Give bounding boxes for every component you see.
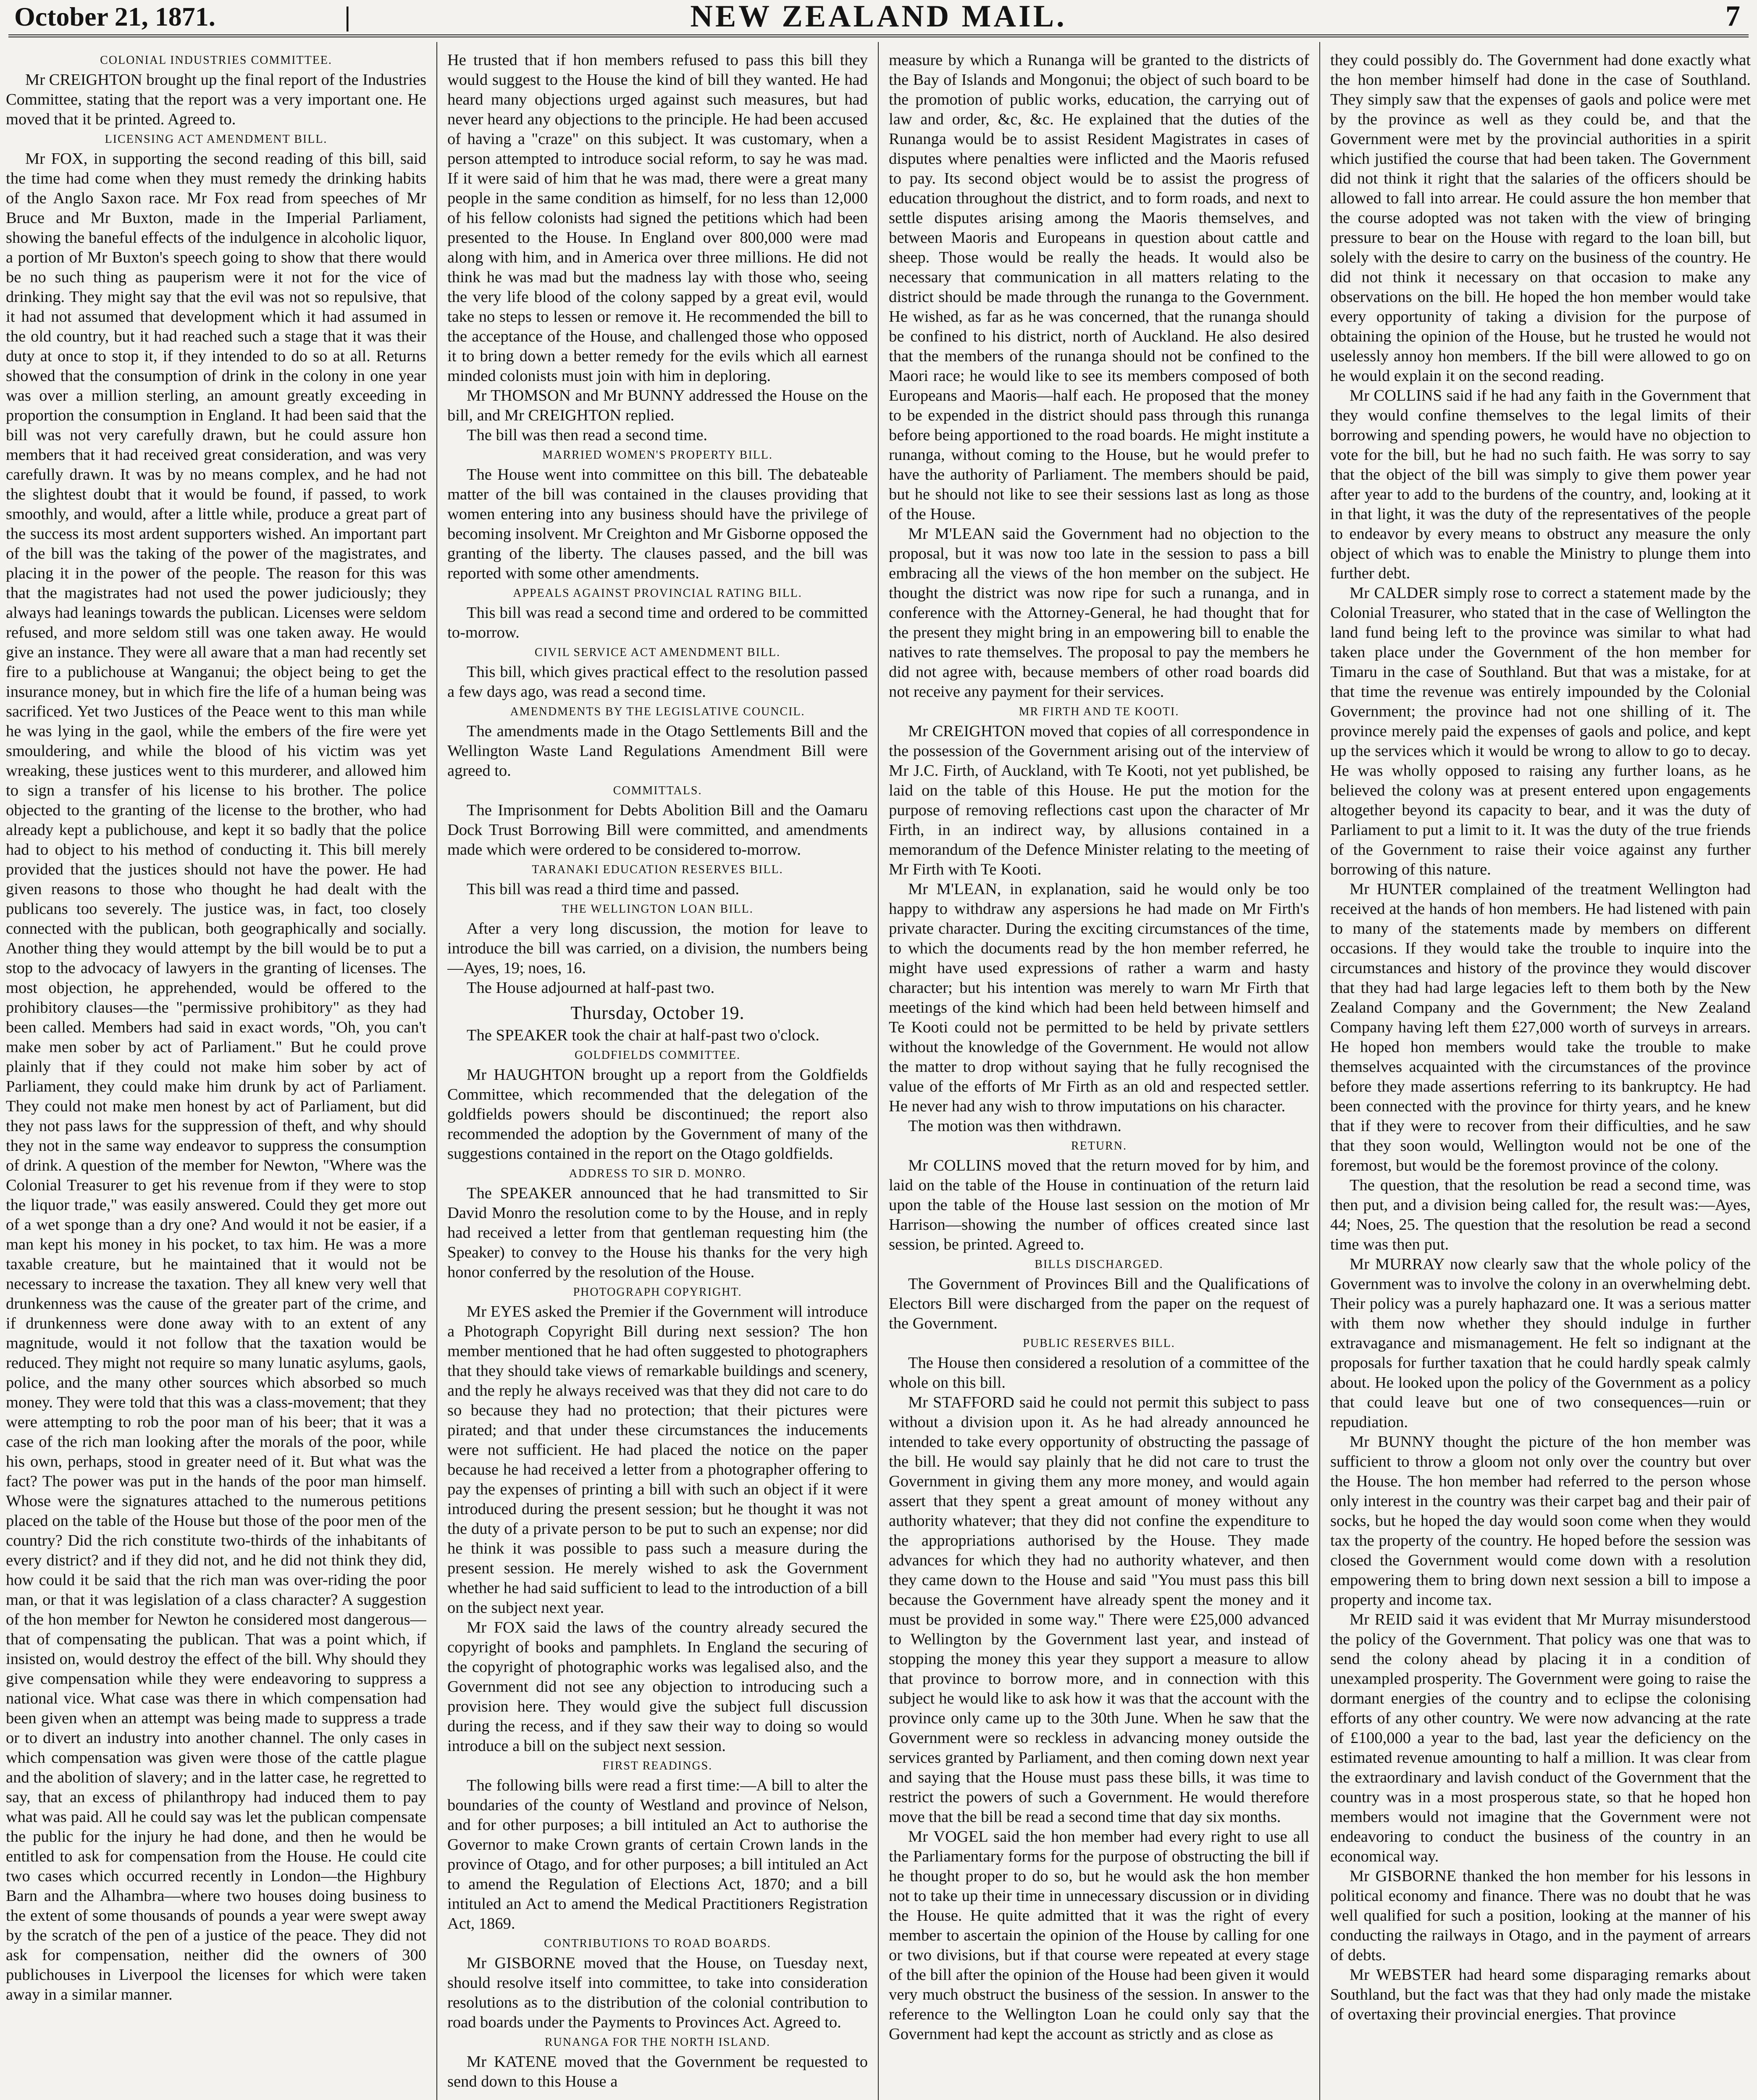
article-paragraph: Mr KATENE moved that the Government be requested to send down to this House a [447, 2053, 868, 2090]
article-paragraph: Mr VOGEL said the hon member had every right to use all the Parliamentary forms for the purpose of obstructing the bill if he thought proper to do so, but he would ask the hon member not to take up their time in unnecessary discussion or in dividing the House. He quite admitted that it was the right of every member to ascertain the opinion of the House by calling for one or two divisions, but if that course were repeated at every stage of the bill after the opinion of the House had been given it would very much obstruct the business of the session. In answer to the reference to the Wellington Loan he could only say that the Government had kept the account as strictly and as close as [889, 1828, 1309, 2043]
article-paragraph: Mr CREIGHTON brought up the final report of the Industries Committee, stating that the report was a very important one. He moved that it be printed. Agreed to. [6, 71, 426, 128]
article-paragraph: The House went into committee on this bill. The debateable matter of the bill was contained in the clauses providing that women entering into any business should have the privilege of becoming insolvent. Mr Creighton and Mr Gisborne opposed the granting of the liberty. The clauses passed, and the bill was reported with some other amendments. [447, 466, 868, 582]
article-paragraph: This bill was read a third time and passed. [467, 880, 739, 898]
section-heading: PUBLIC RESERVES BILL. [1023, 1337, 1175, 1350]
section-heading: CIVIL SERVICE ACT AMENDMENT BILL. [534, 646, 781, 659]
article-paragraph: The SPEAKER announced that he had transmitted to Sir David Monro the resolution come to by the House, and in reply had received a letter from that gentleman requesting him (the Speaker) to convey to the House his thanks for the very high honor conferred by the resolution of the House. [447, 1184, 868, 1281]
article-paragraph: Mr COLLINS moved that the return moved for by him, and laid on the table of the House in continuation of the return laid upon the table of the House last session on the motion of Mr Harrison—showing the number of offices created since last session, be printed. Agreed to. [889, 1157, 1309, 1253]
article-paragraph: Mr STAFFORD said he could not permit this subject to pass without a division upon it. As he had already announced he intended to take every opportunity of obstructing the passage of the bill. He would say plainly that he did not care to trust the Government in giving them any more money, and would again assert that they spent a great amount of money without any authority whatever; that they did not confine the expenditure to the appropriations authorised by the House. They made advances for which they had no authority whatever, and then they came down to the House and said "You must pass this bill because the Government have already spent the money and it must be provided in some way." There were £25,000 advanced to Wellington by the Government last year, and instead of stopping the money this year they support a measure to allow that province to borrow more, and in connection with this subject he would like to ask how it was that the account with the province only came up to the 30th June. When he saw that the Government were so reckless in advancing money outside the services granted by Parliament, and then coming down next year and saying that the House must pass these bills, it was time to restrict the powers of such a Government. He would therefore move that the bill be read a second time that day six months. [889, 1394, 1309, 1826]
article-paragraph: This bill, which gives practical effect to the resolution passed a few days ago, was read a second time. [447, 663, 868, 701]
article-paragraph: Mr FOX, in supporting the second reading of this bill, said the time had come when they must remedy the drinking habits of the Anglo Saxon race. Mr Fox read from speeches of Mr Bruce and Mr Buxton, made in the Imperial Parliament, showing the baneful effects of the indulgence in alcoholic liquor, a portion of Mr Buxton's speech going to show that there would be no such thing as pauperism were it not for the vice of drinking. They might say that the evil was not so repulsive, that it had not assumed that development which it had assumed in the old country, but it had reached such a stage that it was their duty at once to stop it, if they intended to do so at all. Returns showed that the consumption of drink in the colony in one year was over a million sterling, an amount greatly exceeding in proportion the consumption in England. It had been said that the bill was not very carefully drawn, but he could assure hon members that it had received great consideration, and was very carefully drawn. It was by no means complex, and he had not the slightest doubt that it would be found, if passed, to work smoothly, and would, after a little while, produce a great part of the success its most ardent supporters wished. An important part of the bill was the taking of the power of the magistrates, and placing it in the power of the people. The reason for this was that the magistrates had not used the power judiciously; they always had leanings towards the publican. Licenses were seldom refused, and more seldom still was one taken away. He would give an instance. They were all aware that a man had recently set fire to a publichouse at Wanganui; the object being to get the insurance money, but in which fire the life of a human being was sacrificed. Yet two Justices of the Peace went to this man while he was lying in the gaol, while the embers of the fire were yet smouldering, and while the blood of his victim was yet wreaking, these justices went to this murderer, and allowed him to sign a transfer of his license to his brother. The police objected to the granting of the license to the brother, who had already kept a publichouse, and kept it so badly that the police had to object to his method of conducting it. This bill merely provided that the justices should not have the power. He had given reasons to those who thought he had dealt with the publicans too severely. The justice was, in fact, too closely connected with the publican, both geographically and socially. Another thing they would attempt by the bill would be to put a stop to the advocacy of lawyers in the granting of licenses. The most objection, he apprehended, would be offered to the prohibitory clauses—the "permissive prohibitory" as they had been called. Members had said in exact words, "Oh, you can't make men sober by act of Parliament." But he could prove plainly that if they could not make him sober by act of Parliament, they could make him drunk by act of Parliament. They could not make men honest by act of Parliament, but did they not pass laws for the suppression of theft, and why should they not in the same way endeavor to suppress the consumption of drink. A question of the member for Newton, "Where was the Colonial Treasurer to get his revenue from if they were to stop the liquor trade," was easily answered. Could they get more out of a wet sponge than a dry one? And would it not be easier, if a man kept his money in his pocket, to tax him. He was a more taxable creature, but he maintained that it would not be necessary to increase the taxation. They all knew very well that drunkenness was the cause of the greater part of the crime, and if drunkenness were done away with to an extent of any magnitude, would it not follow that the taxation would be reduced. They might not require so many lunatic asylums, gaols, police, and the many other sources which absorbed so much money. They were told that this was a class-movement; that they were attempting to rob the poor man of his beer; that it was a case of the rich man looking after the morals of the poor, while his own, perhaps, stood in greater need of it. But what was the fact? The power was put in the hands of the poor man himself. Whose were the signatures attached to the numerous petitions placed on the table of the House but those of the poor men of the country? Did the rich constitute two-thirds of the inhabitants of every district? and if they did not, and he did not think they did, how could it be said that the rich man was over-riding the poor man, or that it was legislation of a class character? A suggestion of the hon member for Newton he considered most dangerous—that of compensating the publican. That was a point which, if insisted on, would destroy the effect of the bill. Why should they give compensation while they were endeavoring to suppress a national vice. What case was there in which compensation had been given when an attempt was being made to suppress a trade or to divert an industry into another channel. The only cases in which compensation was given were those of the cattle plague and the abolition of slavery; and in the latter case, he regretted to say, that an excess of philanthropy had induced them to pay what was paid. All he could say was let the publican compensate the public for the injury he had done, and then he would be entitled to ask for compensation from the House. He could cite two cases which occurred recently in London—the Highbury Barn and the Alhambra—where two houses doing business to the extent of some thousands of pounds a year were swept away by the scratch of the pen of a justice of the peace. They did not ask for compensation, neither did the owners of 300 publichouses in Liverpool the licenses for which were taken away in a similar manner. [6, 150, 426, 2003]
article-paragraph: Mr M'LEAN, in explanation, said he would only be too happy to withdraw any aspersions he had made on Mr Firth's private character. During the exciting circumstances of the time, to which the documents read by the hon member referred, he might have used expressions of rather a warm and hasty character; but his intention was merely to warn Mr Firth that meetings of the kind which had been held between himself and Te Kooti could not be permitted to be held by private settlers without the knowledge of the Government. He would not allow the matter to drop without saying that he fully recognised the value of the efforts of Mr Firth as an old and respected settler. He never had any wish to throw imputations on his character. [889, 880, 1309, 1115]
article-paragraph: Mr BUNNY thought the picture of the hon member was sufficient to throw a gloom not only over the country but over the House. The hon member had referred to the person whose only interest in the country was their carpet bag and their pair of socks, but he hoped the day would soon come when they would tax the property of the country. He hoped before the session was closed the Government would come down with a resolution empowering them to bring down next session a bill to impose a property and income tax. [1330, 1433, 1751, 1609]
section-heading: LICENSING ACT AMENDMENT BILL. [105, 133, 328, 146]
columns [6, 50, 1751, 2100]
section-heading: BILLS DISCHARGED. [1035, 1258, 1163, 1271]
section-heading: MARRIED WOMEN'S PROPERTY BILL. [542, 449, 773, 462]
article-paragraph: they could possibly do. The Government had done exactly what the hon member himself had done in the case of Southland. They simply saw that the expenses of gaols and police were met by the province as well as they could be, and that the Government were met by the provincial authorities in a spirit which justified the course that had been taken. The Government did not think it right that the salaries of the officers should be allowed to fall into arrear. He could assure the hon member that the course adopted was not taken with the view of bringing pressure to bear on the House with regard to the loan bill, but solely with the desire to carry on the business of the country. He did not think it necessary on that occasion to make any observations on the bill. He hoped the hon member would take every opportunity of taking a division for the purpose of obtaining the opinion of the House, but he trusted he would not uselessly annoy hon members. If the bill were allowed to go on he would explain it on the second reading. [1330, 51, 1751, 385]
article-paragraph: The SPEAKER took the chair at half-past two o'clock. [467, 1026, 819, 1044]
article-paragraph: The House then considered a resolution of a committee of the whole on this bill. [889, 1354, 1309, 1391]
day-heading: Thursday, October 19. [570, 1003, 745, 1023]
column-3 [889, 50, 1309, 2100]
section-heading: RUNANGA FOR THE NORTH ISLAND. [544, 2036, 771, 2049]
article-paragraph: Mr CREIGHTON moved that copies of all correspondence in the possession of the Government arising out of the interview of Mr J.C. Firth, of Auckland, with Te Kooti, not yet published, be laid on the table of this House. He put the motion for the purpose of removing reflections cast upon the character of Mr Firth, in an indirect way, by allusions contained in a memorandum of the Defence Minister relating to the meeting of Mr Firth with Te Kooti. [889, 722, 1309, 878]
section-heading: PHOTOGRAPH COPYRIGHT. [573, 1286, 742, 1299]
masthead-separator: | [344, 1, 351, 32]
article-paragraph: Mr GISBORNE thanked the hon member for his lessons in political economy and finance. There was no doubt that he was well qualified for such a position, looking at the manner of his conducting the railways in Otago, and in the payment of arrears of debts. [1330, 1867, 1751, 1964]
section-heading: TARANAKI EDUCATION RESERVES BILL. [532, 863, 783, 876]
section-heading: AMENDMENTS BY THE LEGISLATIVE COUNCIL. [510, 705, 805, 718]
masthead [8, 0, 1749, 37]
article-paragraph: The Imprisonment for Debts Abolition Bill and the Oamaru Dock Trust Borrowing Bill were committed, and amendments made which were ordered to be considered to-morrow. [447, 801, 868, 858]
article-paragraph: Mr HUNTER complained of the treatment Wellington had received at the hands of hon members. He had listened with pain to many of the statements made by members on different occasions. If they would take the trouble to inquire into the circumstances and history of the province they would discover that they had had large legacies left to them both by the New Zealand Company and the Government; the New Zealand Company having left them £27,000 worth of surveys in arrears. He hoped hon members would take the trouble to make themselves acquainted with the circumstances of the province before they made assertions referring to its bankruptcy. He had been connected with the province for thirty years, and he knew that if they were to recover from their difficulties, and he saw that they soon would, Wellington would not be one of the foremost, but would be the foremost province of the colony. [1330, 880, 1751, 1174]
section-heading: RETURN. [1071, 1139, 1127, 1152]
article-paragraph: The question, that the resolution be read a second time, was then put, and a division being called for, the result was:—Ayes, 44; Noes, 25. The question that the resolution be read a second time was then put. [1330, 1176, 1751, 1253]
section-heading: APPEALS AGAINST PROVINCIAL RATING BILL. [513, 587, 802, 600]
section-heading: GOLDFIELDS COMMITTEE. [574, 1049, 741, 1062]
section-heading: CONTRIBUTIONS TO ROAD BOARDS. [544, 1937, 771, 1950]
article-paragraph: The following bills were read a first time:—A bill to alter the boundaries of the county of Westland and province of Nelson, and for other purposes; a bill intituled an Act to authorise the Governor to make Crown grants of certain Crown lands in the province of Otago, and for other purposes; a bill intituled an Act to amend the Regulation of Elections Act, 1870; and a bill intituled an Act to amend the Medical Practitioners Registration Act, 1869. [447, 1777, 868, 1932]
section-heading: ADDRESS TO SIR D. MONRO. [569, 1167, 746, 1180]
section-heading: MR FIRTH AND TE KOOTI. [1019, 705, 1179, 718]
article-paragraph: This bill was read a second time and ordered to be committed to-morrow. [447, 604, 868, 641]
column-2 [447, 50, 868, 2100]
newspaper-title: NEW ZEALAND MAIL. [690, 0, 1067, 34]
article-paragraph: measure by which a Runanga will be granted to the districts of the Bay of Islands and Mongonui; the object of such board to be the promotion of public works, education, the carrying out of law and order, &c, &c. He explained that the duties of the Runanga would be to assist Resident Magistrates in cases of disputes where penalties were inflicted and the Maoris refused to pay. Its second object would be to assist the progress of education throughout the district, and to form roads, and next to settle disputes arising among the Maoris themselves, and between Maoris and Europeans in question about cattle and sheep. Those would be really the heads. It would also be necessary that communication in all matters relating to the district should be made through the runanga to the Government. He wished, as far as he was concerned, that the runanga should be confined to his district, north of Auckland. He also desired that the members of the runanga should not be confined to the Maori race; he would like to see its members composed of both Europeans and Maoris—half each. He proposed that the money to be expended in the district should pass through this runanga before being apportioned to the road boards. He might institute a runanga, without coming to the House, but he would prefer to have the authority of Parliament. The members should be paid, but he should not like to see their sessions last as long as those of the House. [889, 51, 1309, 523]
section-heading: THE WELLINGTON LOAN BILL. [562, 903, 754, 916]
column-1 [6, 50, 426, 2100]
article-paragraph: Mr HAUGHTON brought up a report from the Goldfields Committee, which recommended that the delegation of the goldfields powers should be discontinued; the report also recommended the adoption by the Government of many of the suggestions contained in the report on the Otago goldfields. [447, 1066, 868, 1163]
article-paragraph: After a very long discussion, the motion for leave to introduce the bill was carried, on a division, the numbers being—Ayes, 19; noes, 16. [447, 920, 868, 977]
article-paragraph: The motion was then withdrawn. [908, 1117, 1121, 1135]
article-paragraph: The Government of Provinces Bill and the Qualifications of Electors Bill were discharged from the paper on the request of the Government. [889, 1275, 1309, 1332]
section-heading: COMMITTALS. [613, 784, 702, 797]
article-paragraph: The amendments made in the Otago Settlements Bill and the Wellington Waste Land Regulations Amendment Bill were agreed to. [447, 722, 868, 780]
section-heading: FIRST READINGS. [602, 1759, 713, 1772]
article-paragraph: Mr GISBORNE moved that the House, on Tuesday next, should resolve itself into committee, to take into consideration resolutions as to the distribution of the colonial contribution to road boards under the Payments to Provinces Act. Agreed to. [447, 1954, 868, 2031]
article-paragraph: He trusted that if hon members refused to pass this bill they would suggest to the House the kind of bill they wanted. He had heard many objections urged against such measures, but had never heard any objections to the principle. He had been accused of having a "craze" on this subject. It was customary, when a person attempted to introduce social reform, to say he was mad. If it were said of him that he was mad, there were a great many people in the same condition as himself, for no less than 12,000 of his fellow colonists had signed the petitions which had been presented to the House. In England over 800,000 were mad along with him, and in America over three millions. He did not think he was mad but the madness lay with those who, seeing the very life blood of the colony sapped by a great evil, would take no steps to lessen or remove it. He recommended the bill to the acceptance of the House, and challenged those who opposed it to bring down a better remedy for the evils which all earnest minded colonists must join with him in deploring. [447, 51, 868, 385]
section-heading: COLONIAL INDUSTRIES COMMITTEE. [100, 54, 332, 67]
column-4 [1330, 50, 1751, 2100]
article-paragraph: Mr M'LEAN said the Government had no objection to the proposal, but it was now too late in the session to pass a bill embracing all the views of the hon member on the subject. He thought the district was now ripe for such a runanga, and in conference with the Attorney-General, he had thought that for the present they might bring in an empowering bill to enable the natives to rate themselves. The proposal to pay the members he did not agree with, because members of other road boards did not receive any payment for their services. [889, 525, 1309, 701]
article-paragraph: Mr THOMSON and Mr BUNNY addressed the House on the bill, and Mr CREIGHTON replied. [447, 387, 868, 424]
article-paragraph: Mr FOX said the laws of the country already secured the copyright of books and pamphlets. In England the securing of the copyright of photographic works was legalised also, and the Government did not see any objection to introducing such a provision here. They would give the subject full discussion during the recess, and if they saw their way to doing so would introduce a bill on the subject next session. [447, 1619, 868, 1755]
article-paragraph: Mr EYES asked the Premier if the Government will introduce a Photograph Copyright Bill during next session? The hon member mentioned that he had often suggested to photographers that they should take views of remarkable buildings and scenery, and the reply he always received was that they did not care to do so because they had no protection; that their pictures were pirated; and that under these circumstances the inducements were not sufficient. He had placed the notice on the paper because he had received a letter from a photographer offering to pay the expenses of printing a bill with such an object if it were introduced during the present session; but he thought it was not the duty of a private person to be put to such an expense; nor did he think it was possible to pass such a measure during the present session. He merely wished to ask the Government whether he had said sufficient to lead to the introduction of a bill on the subject next year. [447, 1303, 868, 1617]
article-paragraph: Mr MURRAY now clearly saw that the whole policy of the Government was to involve the colony in an overwhelming debt. Their policy was a purely haphazard one. It was a serious matter with them now whether they should indulge in further extravagance and mismanagement. He felt so indignant at the proposals for further taxation that he could hardly speak calmly about. He looked upon the policy of the Government as a policy that could leave but one of two consequences—ruin or repudiation. [1330, 1255, 1751, 1431]
article-paragraph: The House adjourned at half-past two. [467, 979, 715, 997]
article-paragraph: Mr COLLINS said if he had any faith in the Government that they would confine themselves to the legal limits of their borrowing and spending powers, he would have no objection to vote for the bill, but he had no such faith. He was sorry to say that the object of the bill was simply to give them power year after year to add to the burdens of the country, and, looking at it in that light, it was the duty of the representatives of the people to endeavor by every means to obstruct any measure the only object of which was to enable the Ministry to plunge them into further debt. [1330, 387, 1751, 582]
issue-date: October 21, 1871. [14, 2, 215, 32]
article-paragraph: Mr REID said it was evident that Mr Murray misunderstood the policy of the Government. That policy was one that was to send the colony ahead by placing it in a condition of unexampled prosperity. The Government were going to raise the dormant energies of the country and to eclipse the colonising efforts of any other country. We were now advancing at the rate of £100,000 a year to the bad, last year the deficiency on the estimated revenue amounting to half a million. It was clear from the extraordinary and lavish conduct of the Government that the country was in a most prosperous state, so that he hoped hon members would not imagine that the Government were not endeavoring to conduct the business of the country in an economical way. [1330, 1611, 1751, 1865]
article-paragraph: The bill was then read a second time. [467, 426, 708, 444]
page-number: 7 [1725, 0, 1740, 32]
article-paragraph: Mr WEBSTER had heard some disparaging remarks about Southland, but the fact was that they had only made the mistake of overtaxing their provincial energies. That province [1330, 1966, 1751, 2023]
article-paragraph: Mr CALDER simply rose to correct a statement made by the Colonial Treasurer, who stated that in the case of Wellington the land fund being left to the province was similar to what had taken place under the Government of the hon member for Timaru in the case of Southland. But that was a mistake, for at that time the revenue was entirely impounded by the Colonial Government; the province had not one shilling of it. The province merely paid the expenses of gaols and police, and kept up the services which it would be wrong to allow to go to decay. He was wholly opposed to raising any further loans, as he believed the colony was at present entered upon engagements altogether beyond its capacity to bear, and it was the duty of Parliament to put a limit to it. It was the duty of the true friends of the Government to raise their voice against any further borrowing of this nature. [1330, 584, 1751, 878]
